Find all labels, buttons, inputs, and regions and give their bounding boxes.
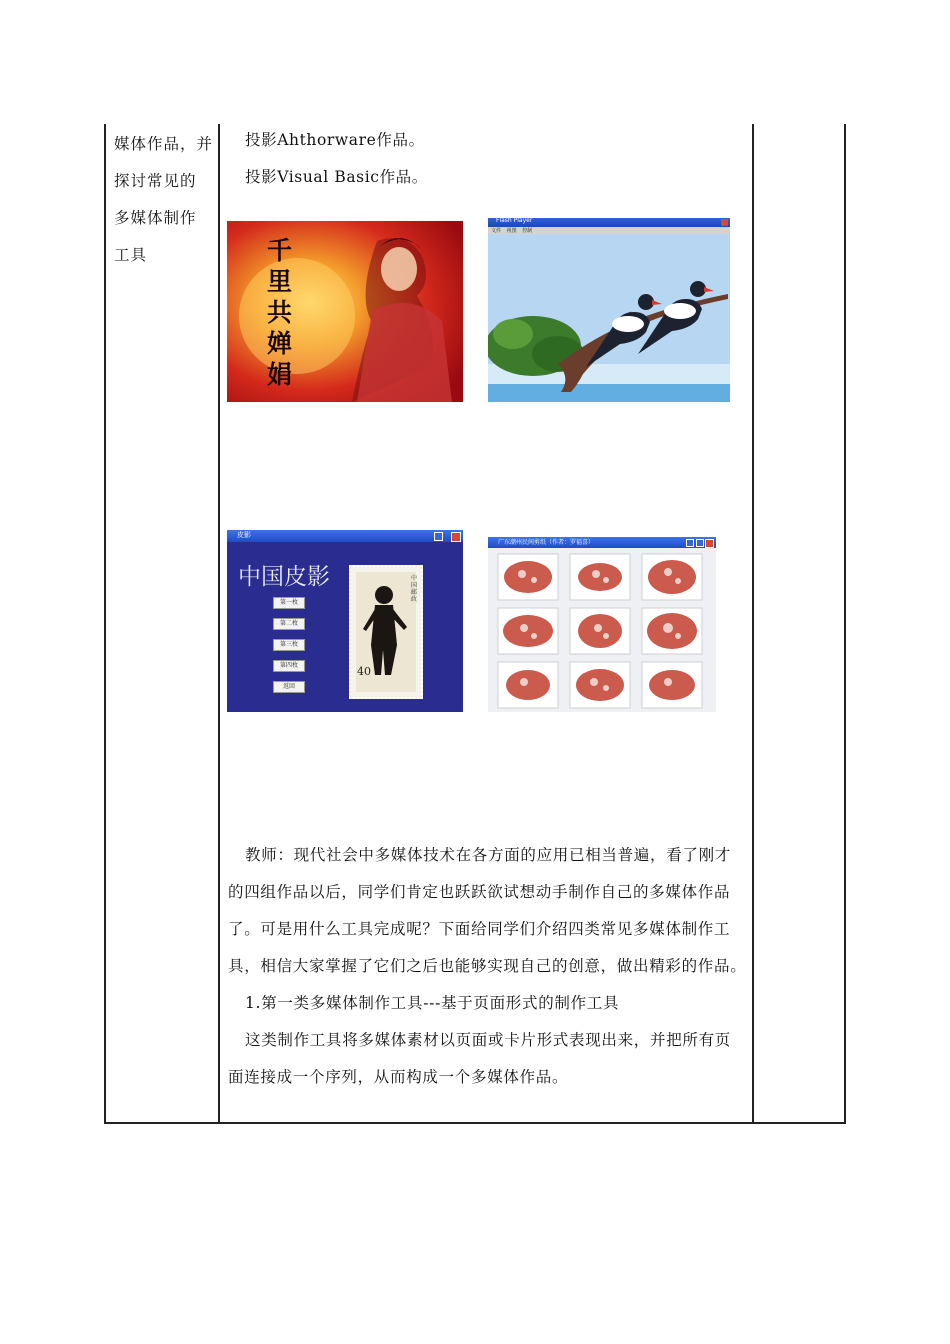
activity-line: 工具: [114, 246, 148, 264]
close-icon[interactable]: [721, 219, 728, 226]
minimize-icon[interactable]: [434, 532, 443, 541]
intro-line-authorware: 投影Ahthorware作品。: [245, 131, 425, 149]
paragraph-line: 具，相信大家掌握了它们之后也能够实现自己的创意，做出精彩的作品。: [228, 957, 747, 975]
menu-item-file[interactable]: 文件: [491, 228, 502, 234]
section-heading: 1.第一类多媒体制作工具---基于页面形式的制作工具: [245, 994, 620, 1012]
paragraph-line: 的四组作品以后，同学们肯定也跃跃欲试想动手制作自己的多媒体作品: [228, 883, 731, 901]
menu-item-control[interactable]: 控制: [522, 228, 533, 234]
papercut-window-titlebar: [488, 537, 716, 548]
papercut-window-title: 广东潮州民间剪纸（作者：罗福喜）: [498, 539, 595, 546]
table-border-right: [844, 124, 846, 1124]
column-divider-2: [752, 124, 754, 1124]
shadow-button-4[interactable]: 第四枚: [273, 660, 305, 672]
minimize-icon[interactable]: [686, 539, 694, 547]
close-icon[interactable]: [705, 539, 714, 548]
shadow-heading: 中国皮影: [238, 564, 330, 590]
shadow-button-1[interactable]: 第一枚: [273, 597, 305, 609]
shadow-button-return[interactable]: 返回: [273, 681, 305, 693]
column-divider-1: [218, 124, 220, 1124]
close-icon[interactable]: [451, 532, 461, 542]
activity-cell: [114, 126, 219, 274]
activity-line: 探讨常见的: [114, 172, 197, 190]
lesson-table: [104, 124, 846, 1124]
shadow-button-3[interactable]: 第三枚: [273, 639, 305, 651]
table-border-bottom: [104, 1122, 846, 1124]
stamp-country: 中国邮政: [411, 575, 418, 603]
stamp: [349, 565, 423, 699]
stamp-value: 40: [357, 665, 371, 678]
shadow-window-title: 皮影: [237, 531, 251, 539]
table-border-left: [104, 124, 106, 1124]
activity-line: 媒体作品，并: [114, 135, 214, 153]
menu-item-view[interactable]: 视图: [506, 228, 517, 234]
shadow-puppet-image: [227, 530, 463, 712]
bird-window-menubar: [488, 227, 730, 234]
shadow-button-2[interactable]: 第二枚: [273, 618, 305, 630]
activity-line: 多媒体制作: [114, 209, 197, 227]
card-calligraphy: 千里共婵娟: [267, 236, 293, 389]
paragraph-line: 教师：现代社会中多媒体技术在各方面的应用已相当普遍，看了刚才: [245, 846, 732, 864]
authorware-card-image: [227, 221, 463, 402]
bird-window-titlebar: [488, 218, 730, 227]
intro-line-vb: 投影Visual Basic作品。: [245, 168, 428, 186]
paragraph-line: 了。可是用什么工具完成呢？下面给同学们介绍四类常见多媒体制作工: [228, 920, 731, 938]
paragraph-line: 这类制作工具将多媒体素材以页面或卡片形式表现出来，并把所有页: [245, 1031, 732, 1049]
teacher-explanation: [228, 837, 748, 1096]
papercut-image: [488, 537, 716, 712]
flash-birds-image: [488, 218, 730, 402]
maximize-icon[interactable]: [696, 539, 704, 547]
bird-window-title: Flash Player: [496, 218, 533, 224]
paragraph-line: 面连接成一个序列，从而构成一个多媒体作品。: [228, 1068, 569, 1086]
shadow-window-titlebar: [227, 530, 463, 542]
